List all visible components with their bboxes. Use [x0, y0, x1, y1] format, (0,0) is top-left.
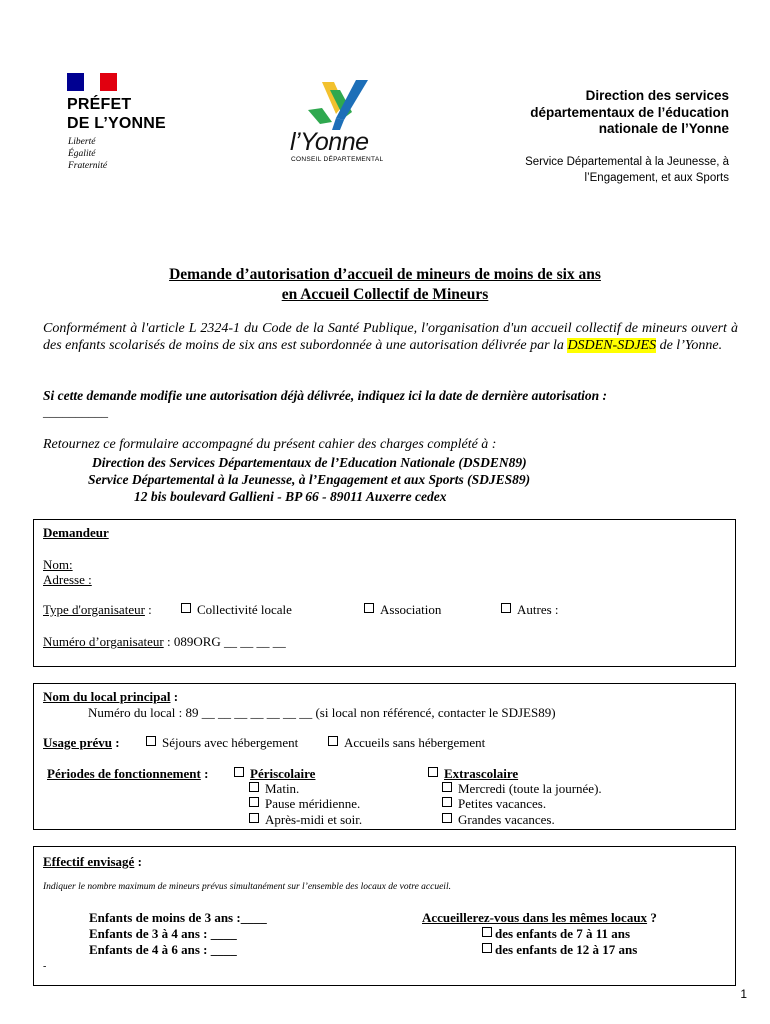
checkbox-sejours[interactable]: Séjours avec hébergement — [146, 735, 298, 751]
document-title-line2: en Accueil Collectif de Mineurs — [281, 286, 489, 303]
usage-label: Usage prévu : — [43, 735, 120, 750]
checkbox-icon — [249, 797, 259, 807]
age-under-3-field[interactable]: Enfants de moins de 3 ans :____ — [89, 910, 267, 925]
effectif-section — [33, 846, 736, 986]
checkbox-pause[interactable]: Pause méridienne. — [249, 796, 360, 812]
effectif-note: Indiquer le nombre maximum de mineurs prévus simultanément sur l’ensemble des locaux de votre accueil. — [43, 882, 451, 892]
checkbox-autres[interactable]: Autres : — [501, 602, 559, 618]
republic-motto: Liberté Égalité Fraternité — [68, 137, 108, 171]
periodes-label: Périodes de fonctionnement : — [47, 766, 209, 781]
checkbox-icon — [442, 813, 452, 823]
checkbox-petites-vacances[interactable]: Petites vacances. — [442, 796, 546, 812]
checkbox-extrascolaire[interactable]: Extrascolaire — [428, 766, 518, 782]
checkbox-icon — [364, 603, 374, 613]
checkbox-icon — [501, 603, 511, 613]
local-section — [33, 683, 736, 830]
demandeur-section — [33, 519, 736, 667]
address-line-2: Service Départemental à la Jeunesse, à l’Engagement et aux Sports (SDJES89) — [88, 472, 531, 487]
checkbox-grandes-vacances[interactable]: Grandes vacances. — [442, 812, 555, 828]
checkbox-mercredi[interactable]: Mercredi (toute la journée). — [442, 781, 602, 797]
highlight-dsden: DSDEN-SDJES — [567, 338, 657, 353]
intro-paragraph: Conformément à l'article L 2324-1 du Code de la Santé Publique, l'organisation d'un accueil collectif de mineurs ouvert à des enfants scolarisés de moins de six ans est subordonnée à une autorisation délivrée par la DSDEN-SDJES de l’Yonne. — [43, 321, 738, 353]
return-instruction: Retournez ce formulaire accompagné du présent cahier des charges complété à : — [43, 437, 497, 452]
checkbox-icon — [146, 736, 156, 746]
checkbox-association[interactable]: Association — [364, 602, 441, 618]
yonne-wordmark: l’Yonne — [290, 128, 369, 156]
french-flag-logo — [67, 73, 117, 91]
checkbox-apres-midi[interactable]: Après-midi et soir. — [249, 812, 362, 828]
checkbox-collectivite[interactable]: Collectivité locale — [181, 602, 292, 618]
address-line-3: 12 bis boulevard Gallieni - BP 66 - 89011 Auxerre cedex — [134, 489, 447, 504]
checkbox-periscolaire[interactable]: Périscolaire — [234, 766, 315, 782]
address-line-1: Direction des Services Départementaux de l’Education Nationale (DSDEN89) — [92, 455, 527, 470]
local-heading: Nom du local principal : — [43, 689, 179, 704]
age-4-6-field[interactable]: Enfants de 4 à 6 ans : ____ — [89, 942, 237, 957]
document-title-line1: Demande d’autorisation d’accueil de mineurs de moins de six ans — [169, 266, 601, 283]
checkbox-icon — [249, 813, 259, 823]
direction-heading: Direction des services départementaux de l’éducation nationale de l’Yonne — [530, 88, 729, 136]
effectif-heading: Effectif envisagé : — [43, 854, 142, 869]
adresse-field[interactable]: Adresse : — [43, 572, 92, 587]
checkbox-icon — [442, 782, 452, 792]
page-number: 1 — [740, 987, 747, 1001]
demandeur-heading: Demandeur — [43, 525, 109, 540]
checkbox-icon — [442, 797, 452, 807]
age-3-4-field[interactable]: Enfants de 3 à 4 ans : ____ — [89, 926, 237, 941]
checkbox-icon — [482, 943, 492, 953]
prefet-logo-text: PRÉFET DE L’YONNE — [67, 96, 166, 132]
checkbox-icon — [328, 736, 338, 746]
checkbox-12-17[interactable]: des enfants de 12 à 17 ans — [482, 942, 637, 958]
checkbox-accueils[interactable]: Accueils sans hébergement — [328, 735, 485, 751]
checkbox-icon — [482, 927, 492, 937]
checkbox-icon — [234, 767, 244, 777]
numero-local-field[interactable]: Numéro du local : 89 __ __ __ __ __ __ __ (si local non référencé, contacter le SDJES89) — [88, 705, 556, 720]
checkbox-icon — [428, 767, 438, 777]
modification-question: Si cette demande modifie une autorisation déjà délivrée, indiquez ici la date de dernière autorisation : — [43, 388, 607, 403]
trailing-dash: - — [43, 961, 47, 972]
numero-organisateur[interactable]: Numéro d’organisateur : 089ORG __ __ __ __ — [43, 634, 286, 649]
checkbox-icon — [181, 603, 191, 613]
checkbox-matin[interactable]: Matin. — [249, 781, 299, 797]
yonne-subtitle: CONSEIL DÉPARTEMENTAL — [291, 156, 384, 163]
type-organisateur-label: Type d'organisateur : — [43, 602, 152, 617]
meme-locaux-question: Accueillerez-vous dans les mêmes locaux ? — [422, 910, 657, 925]
modification-date-blank[interactable]: __________ — [43, 404, 108, 419]
nom-field[interactable]: Nom: — [43, 557, 73, 572]
checkbox-7-11[interactable]: des enfants de 7 à 11 ans — [482, 926, 630, 942]
checkbox-icon — [249, 782, 259, 792]
service-heading: Service Départemental à la Jeunesse, à l’Engagement, et aux Sports — [525, 156, 729, 184]
